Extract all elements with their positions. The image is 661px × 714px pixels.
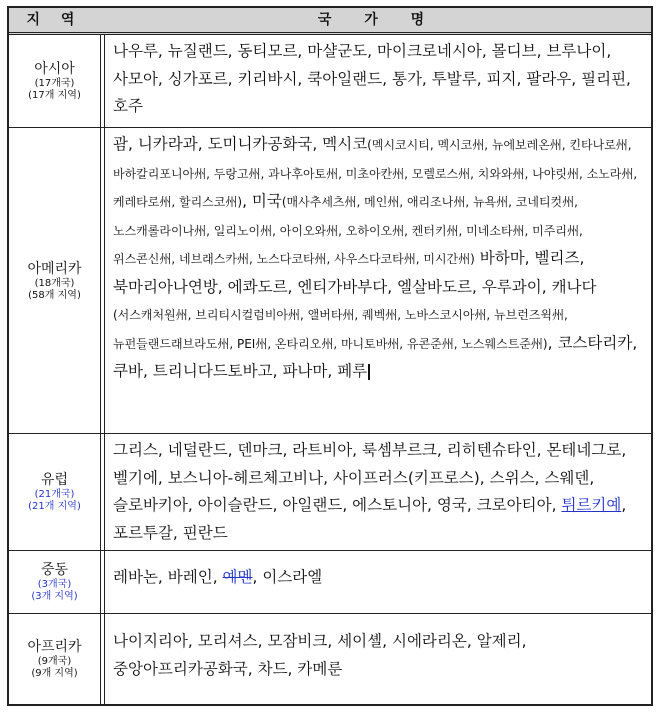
mexico-states: (멕시코시티, 멕시코州, 뉴에보레온州, 킨타나로州, 바하칼리포니아州, 두랑고州, 과나후아토州, 미초아칸州, 모렐로스州, 치와와州, 나야릿州, 소노라州, 케레타로州, 할리스코州) [113, 138, 638, 209]
region-cell [9, 434, 100, 550]
country-text: 바하마, 벨리즈, 북마리아나연방, 에콰도르, 엔티가바부다, 엘살바도르, 우루과이, 캐나다 [113, 249, 597, 296]
countries-table [7, 6, 653, 706]
region-cell [9, 128, 100, 433]
region-count: (17개국) [34, 78, 75, 89]
table-row-middle-east [9, 551, 651, 614]
country-text: 괌, 니카라과, 도미니카공화국, 멕시코 [113, 135, 368, 153]
country-text: , 미국 [242, 192, 282, 210]
country-list [113, 131, 645, 386]
table-row-africa [9, 614, 651, 704]
region-areas: (21개 지역) [28, 501, 81, 512]
canada-provinces: (서스캐처원州, 브리티시컬럼비아州, 앨버타州, 퀘벡州, 노바스코시아州, 뉴브런즈윅州, 뉴펀들랜드래브라도州, PEI州, 온타리오州, 마니토바州, 유콘준州, 노스웨스트준州) [113, 308, 568, 351]
region-name: 아프리카 [27, 639, 82, 655]
country-list: 나이지리아, 모리셔스, 모잠비크, 세이셸, 시에라리온, 알제리, 중앙아프리카공화국, 차드, 카메룬 [113, 632, 527, 678]
edited-country: 튀르키예 [561, 496, 622, 514]
table-header [9, 8, 651, 35]
country-text: , 포르투갈, 핀란드 [113, 496, 627, 542]
country-list: 나우루, 뉴질랜드, 동티모르, 마샬군도, 마이크로네시아, 몰디브, 브루나이, 사모아, 싱가포르, 키리바시, 쿡아일랜드, 통가, 투발루, 피지, 팔라우, 필리핀, 호주 [113, 42, 631, 115]
region-cell [9, 551, 100, 613]
region-count: (9개국) [37, 656, 72, 667]
table-row-europe [9, 434, 651, 551]
region-name: 아메리카 [27, 260, 82, 277]
region-count: (3개국) [37, 579, 72, 590]
deleted-country: 예멘 [222, 568, 253, 586]
usa-states: (매사추세츠州, 메인州, 애리조나州, 뉴욕州, 코네티컷州, 노스캐롤라이나州, 일리노이州, 아이오와州, 오하이오州, 켄터키州, 미네소타州, 미주리州, 위스콘신州, 네브래스카州, 노스다코타州, 사우스다코타州, 미시간州) [113, 195, 583, 266]
table-row-americas [9, 128, 651, 434]
text-cursor [368, 364, 370, 380]
region-areas: (58개 지역) [28, 289, 81, 301]
country-text: 그리스, 네덜란드, 덴마크, 라트비아, 룩셈부르크, 리히텐슈타인, 몬테네그로, 벨기에, 보스니아-헤르체고비나, 사이프러스(키프로스), 스위스, 스웨덴, 슬로바키아, 아이슬란드, 아일랜드, 에스토니아, 영국, 크로아티아, [113, 441, 627, 514]
region-cell [9, 35, 100, 127]
country-text: , 이스라엘 [252, 568, 323, 586]
region-count: (18개국) [34, 277, 75, 289]
header-region: 지 역 [26, 12, 83, 28]
region-name: 아시아 [34, 61, 75, 77]
region-areas: (17개 지역) [28, 90, 81, 101]
country-text: , 코스타리카, 쿠바, 트리니다드토바고, 파나마, 페루 [113, 333, 638, 380]
country-list [113, 437, 645, 547]
country-text: 레바논, 바레인, [113, 568, 223, 586]
region-count: (21개국) [34, 489, 75, 500]
table-row-asia [9, 35, 651, 128]
region-name: 유럽 [40, 472, 69, 488]
region-name: 중동 [40, 562, 69, 578]
country-list [113, 564, 645, 592]
region-cell [9, 614, 100, 704]
region-areas: (3개 지역) [31, 591, 78, 602]
region-areas: (9개 지역) [31, 668, 78, 679]
header-countries: 국 가 명 [317, 12, 439, 28]
